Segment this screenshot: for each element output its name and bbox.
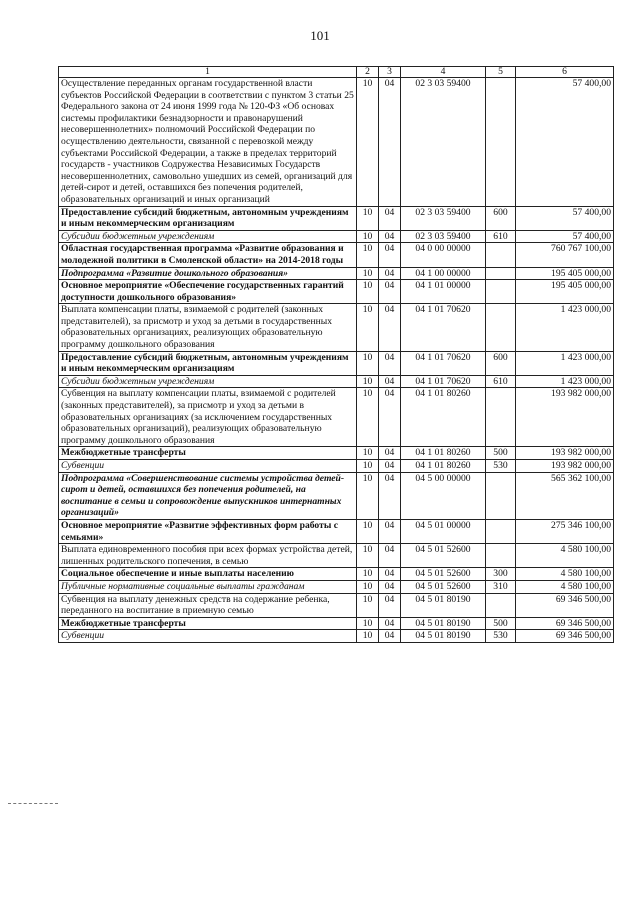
expense-type-cell: 610 [486,375,516,388]
section-code-cell: 10 [357,472,379,519]
target-article-cell: 02 3 03 59400 [401,78,486,207]
item-name-cell: Субвенция на выплату компенсации платы, взимаемой с родителей (законных представителей), за присмотр и уход за детьми в образовательных организациях (за исключением государственных образовательных организаций), реализующих образовательную программу дошкольного образования [59,388,357,447]
item-name-cell: Субвенции [59,460,357,473]
subsection-code-cell: 04 [379,617,401,630]
amount-cell: 69 346 500,00 [516,593,614,617]
target-article-cell: 04 1 01 70620 [401,304,486,351]
amount-cell: 193 982 000,00 [516,388,614,447]
table-row [59,304,614,351]
item-name-cell: Основное мероприятие «Развитие эффективных форм работы с семьями» [59,519,357,543]
table-row [59,206,614,230]
subsection-code-cell: 04 [379,351,401,375]
target-article-cell: 04 1 01 70620 [401,351,486,375]
expense-type-cell: 610 [486,230,516,243]
target-article-cell: 04 5 01 52600 [401,580,486,593]
target-article-cell: 04 5 01 52600 [401,568,486,581]
subsection-code-cell: 04 [379,375,401,388]
item-name-cell: Подпрограмма «Совершенствование системы устройства детей-сирот и детей, оставшихся без попечения родителей, на воспитание в семьи и сопровождение выпускников интернатных организаций» [59,472,357,519]
expense-type-cell [486,304,516,351]
target-article-cell: 04 0 00 00000 [401,243,486,267]
item-name-cell: Субсидии бюджетным учреждениям [59,375,357,388]
table-row [59,580,614,593]
section-code-cell: 10 [357,206,379,230]
item-name-cell: Выплата компенсации платы, взимаемой с родителей (законных представителей), за присмотр и уход за детьми в государственных образовательных организациях, реализующих образовательную программу дошкольного образования [59,304,357,351]
amount-cell: 1 423 000,00 [516,351,614,375]
expense-type-cell [486,78,516,207]
expense-type-cell: 500 [486,617,516,630]
expense-type-cell: 530 [486,460,516,473]
section-code-cell: 10 [357,460,379,473]
page-number: 101 [310,28,330,43]
section-code-cell: 10 [357,304,379,351]
item-name-cell: Субсидии бюджетным учреждениям [59,230,357,243]
expense-type-cell: 600 [486,206,516,230]
amount-cell: 760 767 100,00 [516,243,614,267]
amount-cell: 195 405 000,00 [516,267,614,280]
section-code-cell: 10 [357,519,379,543]
section-code-cell: 10 [357,230,379,243]
subsection-code-cell: 04 [379,230,401,243]
target-article-cell: 04 1 01 80260 [401,447,486,460]
target-article-cell: 04 1 01 00000 [401,280,486,304]
table-row [59,593,614,617]
amount-cell: 4 580 100,00 [516,544,614,568]
target-article-cell: 04 1 01 70620 [401,375,486,388]
table-row [59,472,614,519]
item-name-cell: Областная государственная программа «Развитие образования и молодежной политики в Смоленской области» на 2014-2018 годы [59,243,357,267]
subsection-code-cell: 04 [379,206,401,230]
subsection-code-cell: 04 [379,460,401,473]
expense-type-cell: 310 [486,580,516,593]
item-name-cell: Подпрограмма «Развитие дошкольного образования» [59,267,357,280]
amount-cell: 193 982 000,00 [516,460,614,473]
amount-cell: 69 346 500,00 [516,617,614,630]
table-row [59,460,614,473]
item-name-cell: Социальное обеспечение и иные выплаты населению [59,568,357,581]
target-article-cell: 02 3 03 59400 [401,206,486,230]
column-header: 4 [401,67,486,78]
amount-cell: 4 580 100,00 [516,568,614,581]
subsection-code-cell: 04 [379,630,401,643]
section-code-cell: 10 [357,280,379,304]
item-name-cell: Предоставление субсидий бюджетным, автономным учреждениям и иным некоммерческим организациям [59,351,357,375]
column-header: 2 [357,67,379,78]
item-name-cell: Субвенция на выплату денежных средств на содержание ребенка, переданного на воспитание в приемную семью [59,593,357,617]
table-row [59,544,614,568]
subsection-code-cell: 04 [379,243,401,267]
section-code-cell: 10 [357,568,379,581]
expense-type-cell [486,593,516,617]
table-row [59,230,614,243]
section-code-cell: 10 [357,267,379,280]
subsection-code-cell: 04 [379,580,401,593]
subsection-code-cell: 04 [379,388,401,447]
expense-type-cell [486,472,516,519]
subsection-code-cell: 04 [379,78,401,207]
target-article-cell: 04 1 01 80260 [401,388,486,447]
target-article-cell: 04 5 01 00000 [401,519,486,543]
expense-type-cell: 300 [486,568,516,581]
table-row [59,617,614,630]
table-row [59,280,614,304]
expense-type-cell [486,544,516,568]
amount-cell: 565 362 100,00 [516,472,614,519]
subsection-code-cell: 04 [379,544,401,568]
table-row [59,447,614,460]
table-row [59,519,614,543]
amount-cell: 275 346 100,00 [516,519,614,543]
table-row [59,351,614,375]
subsection-code-cell: 04 [379,304,401,351]
amount-cell: 4 580 100,00 [516,580,614,593]
amount-cell: 193 982 000,00 [516,447,614,460]
item-name-cell: Предоставление субсидий бюджетным, автономным учреждениям и иным некоммерческим организациям [59,206,357,230]
subsection-code-cell: 04 [379,472,401,519]
budget-table [58,66,614,643]
amount-cell: 57 400,00 [516,230,614,243]
subsection-code-cell: 04 [379,568,401,581]
expense-type-cell: 530 [486,630,516,643]
column-header: 1 [59,67,357,78]
table-row [59,568,614,581]
column-header: 3 [379,67,401,78]
amount-cell: 57 400,00 [516,78,614,207]
expense-type-cell [486,519,516,543]
section-code-cell: 10 [357,351,379,375]
item-name-cell: Межбюджетные трансферты [59,447,357,460]
column-header: 5 [486,67,516,78]
target-article-cell: 04 5 01 80190 [401,630,486,643]
scan-dash-line [8,803,58,804]
table-row [59,243,614,267]
item-name-cell: Субвенции [59,630,357,643]
section-code-cell: 10 [357,78,379,207]
subsection-code-cell: 04 [379,447,401,460]
section-code-cell: 10 [357,617,379,630]
expense-type-cell [486,267,516,280]
table-row [59,388,614,447]
item-name-cell: Основное мероприятие «Обеспечение государственных гарантий доступности дошкольного образования» [59,280,357,304]
subsection-code-cell: 04 [379,280,401,304]
subsection-code-cell: 04 [379,519,401,543]
target-article-cell: 04 1 01 80260 [401,460,486,473]
column-header: 6 [516,67,614,78]
section-code-cell: 10 [357,243,379,267]
item-name-cell: Публичные нормативные социальные выплаты гражданам [59,580,357,593]
table-row [59,267,614,280]
target-article-cell: 02 3 03 59400 [401,230,486,243]
expense-type-cell [486,280,516,304]
target-article-cell: 04 1 00 00000 [401,267,486,280]
amount-cell: 195 405 000,00 [516,280,614,304]
section-code-cell: 10 [357,544,379,568]
item-name-cell: Межбюджетные трансферты [59,617,357,630]
table-row [59,375,614,388]
section-code-cell: 10 [357,630,379,643]
table-row [59,630,614,643]
expense-type-cell: 600 [486,351,516,375]
table-row [59,78,614,207]
item-name-cell: Выплата единовременного пособия при всех формах устройства детей, лишенных родительского попечения, в семью [59,544,357,568]
target-article-cell: 04 5 01 52600 [401,544,486,568]
expense-type-cell [486,388,516,447]
section-code-cell: 10 [357,447,379,460]
expense-type-cell: 500 [486,447,516,460]
section-code-cell: 10 [357,388,379,447]
subsection-code-cell: 04 [379,267,401,280]
amount-cell: 57 400,00 [516,206,614,230]
item-name-cell: Осуществление переданных органам государственной власти субъектов Российской Федерации в соответствии с пунктом 3 статьи 25 Федерального закона от 24 июня 1999 года № 120-ФЗ «Об основах системы профилактики безнадзорности и правонарушений несовершеннолетних» полномочий Российской Федерации по осуществлению деятельности, связанной с перевозкой между субъектами Российской Федерации, а также в пределах территорий государств - участников Содружества Независимых Государств несовершеннолетних, самовольно ушедших из семей, организаций для детей-сирот и детей, оставшихся без попечения родителей, образовательных организаций и иных организаций [59,78,357,207]
table-header-row [59,67,614,78]
section-code-cell: 10 [357,375,379,388]
subsection-code-cell: 04 [379,593,401,617]
target-article-cell: 04 5 00 00000 [401,472,486,519]
amount-cell: 69 346 500,00 [516,630,614,643]
expense-type-cell [486,243,516,267]
section-code-cell: 10 [357,593,379,617]
amount-cell: 1 423 000,00 [516,375,614,388]
amount-cell: 1 423 000,00 [516,304,614,351]
section-code-cell: 10 [357,580,379,593]
target-article-cell: 04 5 01 80190 [401,593,486,617]
target-article-cell: 04 5 01 80190 [401,617,486,630]
